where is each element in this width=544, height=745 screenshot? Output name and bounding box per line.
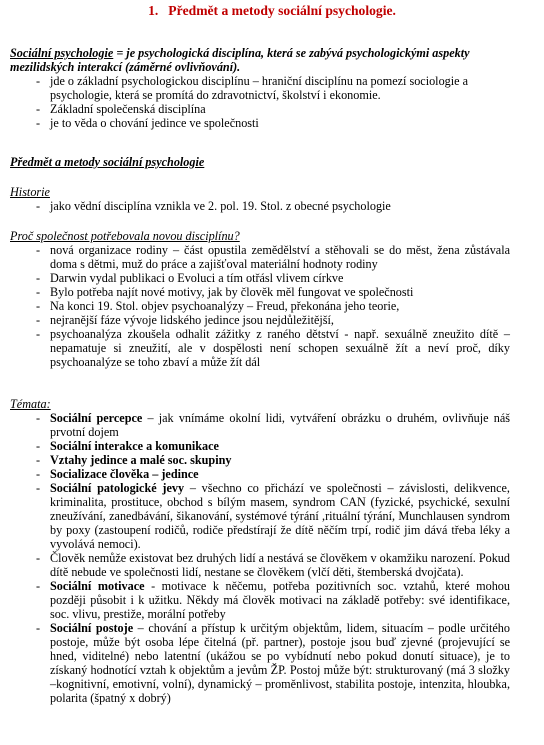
definition-list bbox=[10, 74, 510, 130]
list-item: - jde o základní psychologickou disciplínu – hraniční disciplínu na pomezí sociologie a psychologie, která se promítá do zdravotnictví, školství i ekonomie. bbox=[10, 74, 510, 102]
topic-text: - motivace k něčemu, potřeba pozitivních soc. vztahů, které mohou později působit i k užitku. Někdy má člověk motivaci na základě potřeby: své identifikace, soc. vlivu, prestiže, morální potřeby bbox=[50, 579, 510, 621]
section-heading-subject: Předmět a metody sociální psychologie bbox=[10, 155, 205, 169]
topic-title: Socializace člověka – jedince bbox=[50, 467, 199, 481]
topics-list bbox=[10, 411, 510, 705]
page-title bbox=[0, 3, 544, 19]
definition-term: Sociální psychologie bbox=[10, 46, 114, 60]
list-item: - psychoanalýza zkoušela odhalit zážitky z raného dětství - např. sexuálně zneužito dítě – nepamatuje si zneužití, ale v dospělosti není schopen sexuálně žít a neví proč, díky psychoanalýze se toho zbaví a může žít dál bbox=[10, 327, 510, 369]
list-item: - nová organizace rodiny – část opustila zemědělství a stěhovali se do měst, žena zůstávala doma s dětmi, muž do práce a zajišťoval materiální hodnoty rodiny bbox=[10, 243, 510, 271]
topic-text: – jak vnímáme okolní lidi, vytváření obrázku o druhém, ovlivňuje náš prvotní dojem bbox=[50, 411, 510, 439]
list-item: - Základní společenská disciplína bbox=[10, 102, 510, 116]
topic-text: – všechno co přichází ve společnosti – závislosti, delikvence, kriminalita, prostituce, obchod s bílým masem, syndrom CAN (fyzické, psychické, sexulní zneužívání, zanedbávání, šikanování, systémové týrání ,rituální týrání, Munchlausen syndrom by poxy (zastoupení rodičů, rodiče předstírají že dítě něčím trpí, rodič jim dává třeba léky a vyvolává nemoci). bbox=[50, 481, 510, 551]
list-item bbox=[10, 467, 510, 481]
list-item bbox=[10, 481, 510, 551]
list-item: - nejranější fáze vývoje lidského jedince jsou nejdůležitější, bbox=[10, 313, 510, 327]
definition-block bbox=[10, 46, 534, 74]
title-text: Předmět a metody sociální psychologie. bbox=[168, 3, 396, 18]
topic-title: Sociální motivace bbox=[50, 579, 145, 593]
topic-title: Vztahy jedince a malé soc. skupiny bbox=[50, 453, 232, 467]
definition-paragraph bbox=[10, 46, 534, 74]
list-item: - Darwin vydal publikaci o Evoluci a tím otřásl vlivem církve bbox=[10, 271, 510, 285]
list-item bbox=[10, 439, 510, 453]
list-item: - je to věda o chování jedince ve společnosti bbox=[10, 116, 510, 130]
history-list bbox=[10, 199, 510, 213]
section-heading-topics: Témata: bbox=[10, 397, 51, 411]
list-item: - Na konci 19. Stol. objev psychoanalýzy – Freud, překonána jeho teorie, bbox=[10, 299, 510, 313]
topic-title: Sociální postoje bbox=[50, 621, 134, 635]
list-item: - jako vědní disciplína vznikla ve 2. pol. 19. Stol. z obecné psychologie bbox=[10, 199, 510, 213]
list-item bbox=[10, 621, 510, 705]
why-list bbox=[10, 243, 510, 369]
topic-title: Sociální percepce bbox=[50, 411, 143, 425]
list-item: - Bylo potřeba najít nové motivy, jak by člověk měl fungovat ve společnosti bbox=[10, 285, 510, 299]
section-heading-why: Proč společnost potřebovala novou disciplínu? bbox=[10, 229, 240, 243]
title-number: 1. bbox=[148, 3, 159, 18]
topic-text: Člověk nemůže existovat bez druhých lidí a nestává se člověkem v okamžiku narození. Pokud dítě nebude ve společnosti lidí, nestane se člověkem (vlčí děti, štemberská dvojčata). bbox=[50, 551, 510, 579]
topic-title: Sociální interakce a komunikace bbox=[50, 439, 219, 453]
section-heading-history: Historie bbox=[10, 185, 50, 199]
topic-title: Sociální patologické jevy bbox=[50, 481, 185, 495]
list-item bbox=[10, 453, 510, 467]
list-item bbox=[10, 411, 510, 439]
list-item bbox=[10, 579, 510, 621]
definition-text: = je psychologická disciplína, která se zabývá psychologickými aspekty mezilidských interakcí (záměrné ovlivňování). bbox=[10, 46, 470, 74]
list-item bbox=[10, 551, 510, 579]
topic-text: – chování a přístup k určitým objektům, lidem, situacím – podle určitého postoje, může být osoba lépe čitelná (př. partner), postoje jsou buď zjevné (projevující se hned, viditelné) nebo latentní (ukážou se po vybídnutí nebo pokud donutí situace), je to získaný hodnotící vztah k objektům a jevům ŽP. Postoj může být: strukturovaný (má 3 složky –kognitivní, emotivní, volní), dynamický – proměnlivost, stabilita postoje, intenzita, hloubka, polarita (špatný x dobrý) bbox=[50, 621, 510, 705]
